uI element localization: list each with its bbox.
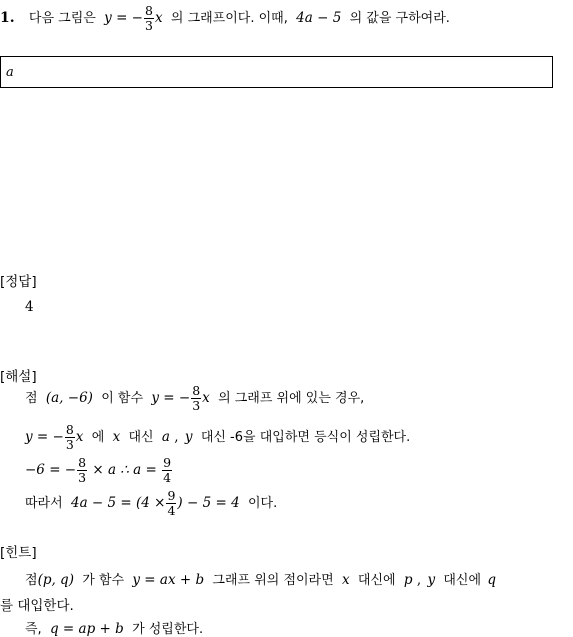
hint-line-3 [25,618,203,637]
answer-header: [정답] [0,274,37,290]
hint1-point: (p, q) [37,572,74,588]
hint3-b: 가 성립한다. [132,622,204,637]
explain3-lhs: −6 = − [25,462,77,478]
explain2-av: a [161,429,170,445]
explain1-a: 점 [25,391,38,406]
explanation-line-1 [25,384,364,413]
explain4-fraction [166,489,176,518]
explanation-line-3 [25,456,173,485]
explain1-var: x [202,390,210,406]
explain3-fraction-b [162,456,172,485]
question-text-post: 의 값을 구하여라. [349,11,450,26]
explain2-frac-den: 3 [65,437,74,452]
explain2-y: y [184,429,193,445]
explain4-eq2: ) − 5 = 4 [177,495,240,511]
explain2-a: 에 [91,430,105,445]
answer-input-box[interactable] [0,56,553,88]
explain4-frac-den: 4 [167,503,176,518]
explanation-line-4 [25,489,277,518]
explain1-b: 이 함수 [101,391,144,406]
answer-value: 4 [25,299,34,315]
hint1-eq: y = ax + b [132,572,205,588]
explain4-b: 이다. [247,496,278,511]
question-frac-den: 3 [145,18,153,33]
explain1-frac-num: 8 [192,383,201,398]
hint3-a: 즉, [25,622,42,637]
explain4-a: 따라서 [25,496,63,511]
hint1-d: 대신에 [357,573,396,588]
question-text-mid: 의 그래프이다. 이때, [170,11,288,26]
hint-line-1 [25,569,496,588]
explain2-b: 대신 [128,430,154,445]
question-frac-num: 8 [145,3,153,18]
hint1-b: 가 함수 [82,573,125,588]
explanation-header: [해설] [0,369,37,385]
explain2-c: , [174,429,179,445]
hint1-p: p [403,572,413,588]
question-eq-var: x [154,10,163,26]
explain2-eq: y = − [25,429,64,445]
explain3-frac-b-num: 9 [163,455,172,470]
hint1-a: 점 [25,573,38,588]
hint1-c: 그래프 위의 점이라면 [212,573,334,588]
explain1-frac-den: 3 [192,398,201,413]
explain3-frac-a-den: 3 [78,470,87,485]
hint-header: [힌트] [0,545,37,561]
hint1-x: x [341,572,350,588]
explain3-frac-b-den: 4 [163,470,172,485]
explain2-frac-num: 8 [65,422,74,437]
question-expr: 4a − 5 [296,10,342,26]
explain1-point: (a, −6) [45,390,93,406]
explain2-fraction [65,423,75,452]
explain2-x: x [112,429,121,445]
hint3-eq: q = ap + b [50,621,124,637]
hint1-y: y [427,572,436,588]
explain4-frac-num: 9 [167,488,176,503]
explain4-eq1: 4a − 5 = (4 × [70,495,166,511]
explain1-c: 의 그래프 위에 있는 경우, [218,391,365,406]
explain3-mid: × a ∴ a = [92,462,157,478]
hint-line-2: 를 대입한다. [0,598,74,614]
question-eq-lhs: y = − [104,10,143,26]
explain1-eq: y = − [151,390,191,406]
question-text-pre: 다음 그림은 [28,11,96,26]
explain3-frac-a-num: 8 [78,455,87,470]
explanation-line-2 [25,423,410,452]
explain3-fraction-a [77,456,87,485]
hint1-e: , [416,572,422,588]
hint1-q: q [487,572,497,588]
hint1-f: 대신에 [443,573,482,588]
question-fraction [144,4,154,33]
explain1-fraction [191,384,201,413]
question-number: 1. [0,10,15,26]
answer-input-value: a [6,65,14,80]
question-line [0,4,450,33]
explain2-d: 대신 -6을 대입하면 등식이 성립한다. [200,430,411,445]
explain2-var: x [75,429,84,445]
